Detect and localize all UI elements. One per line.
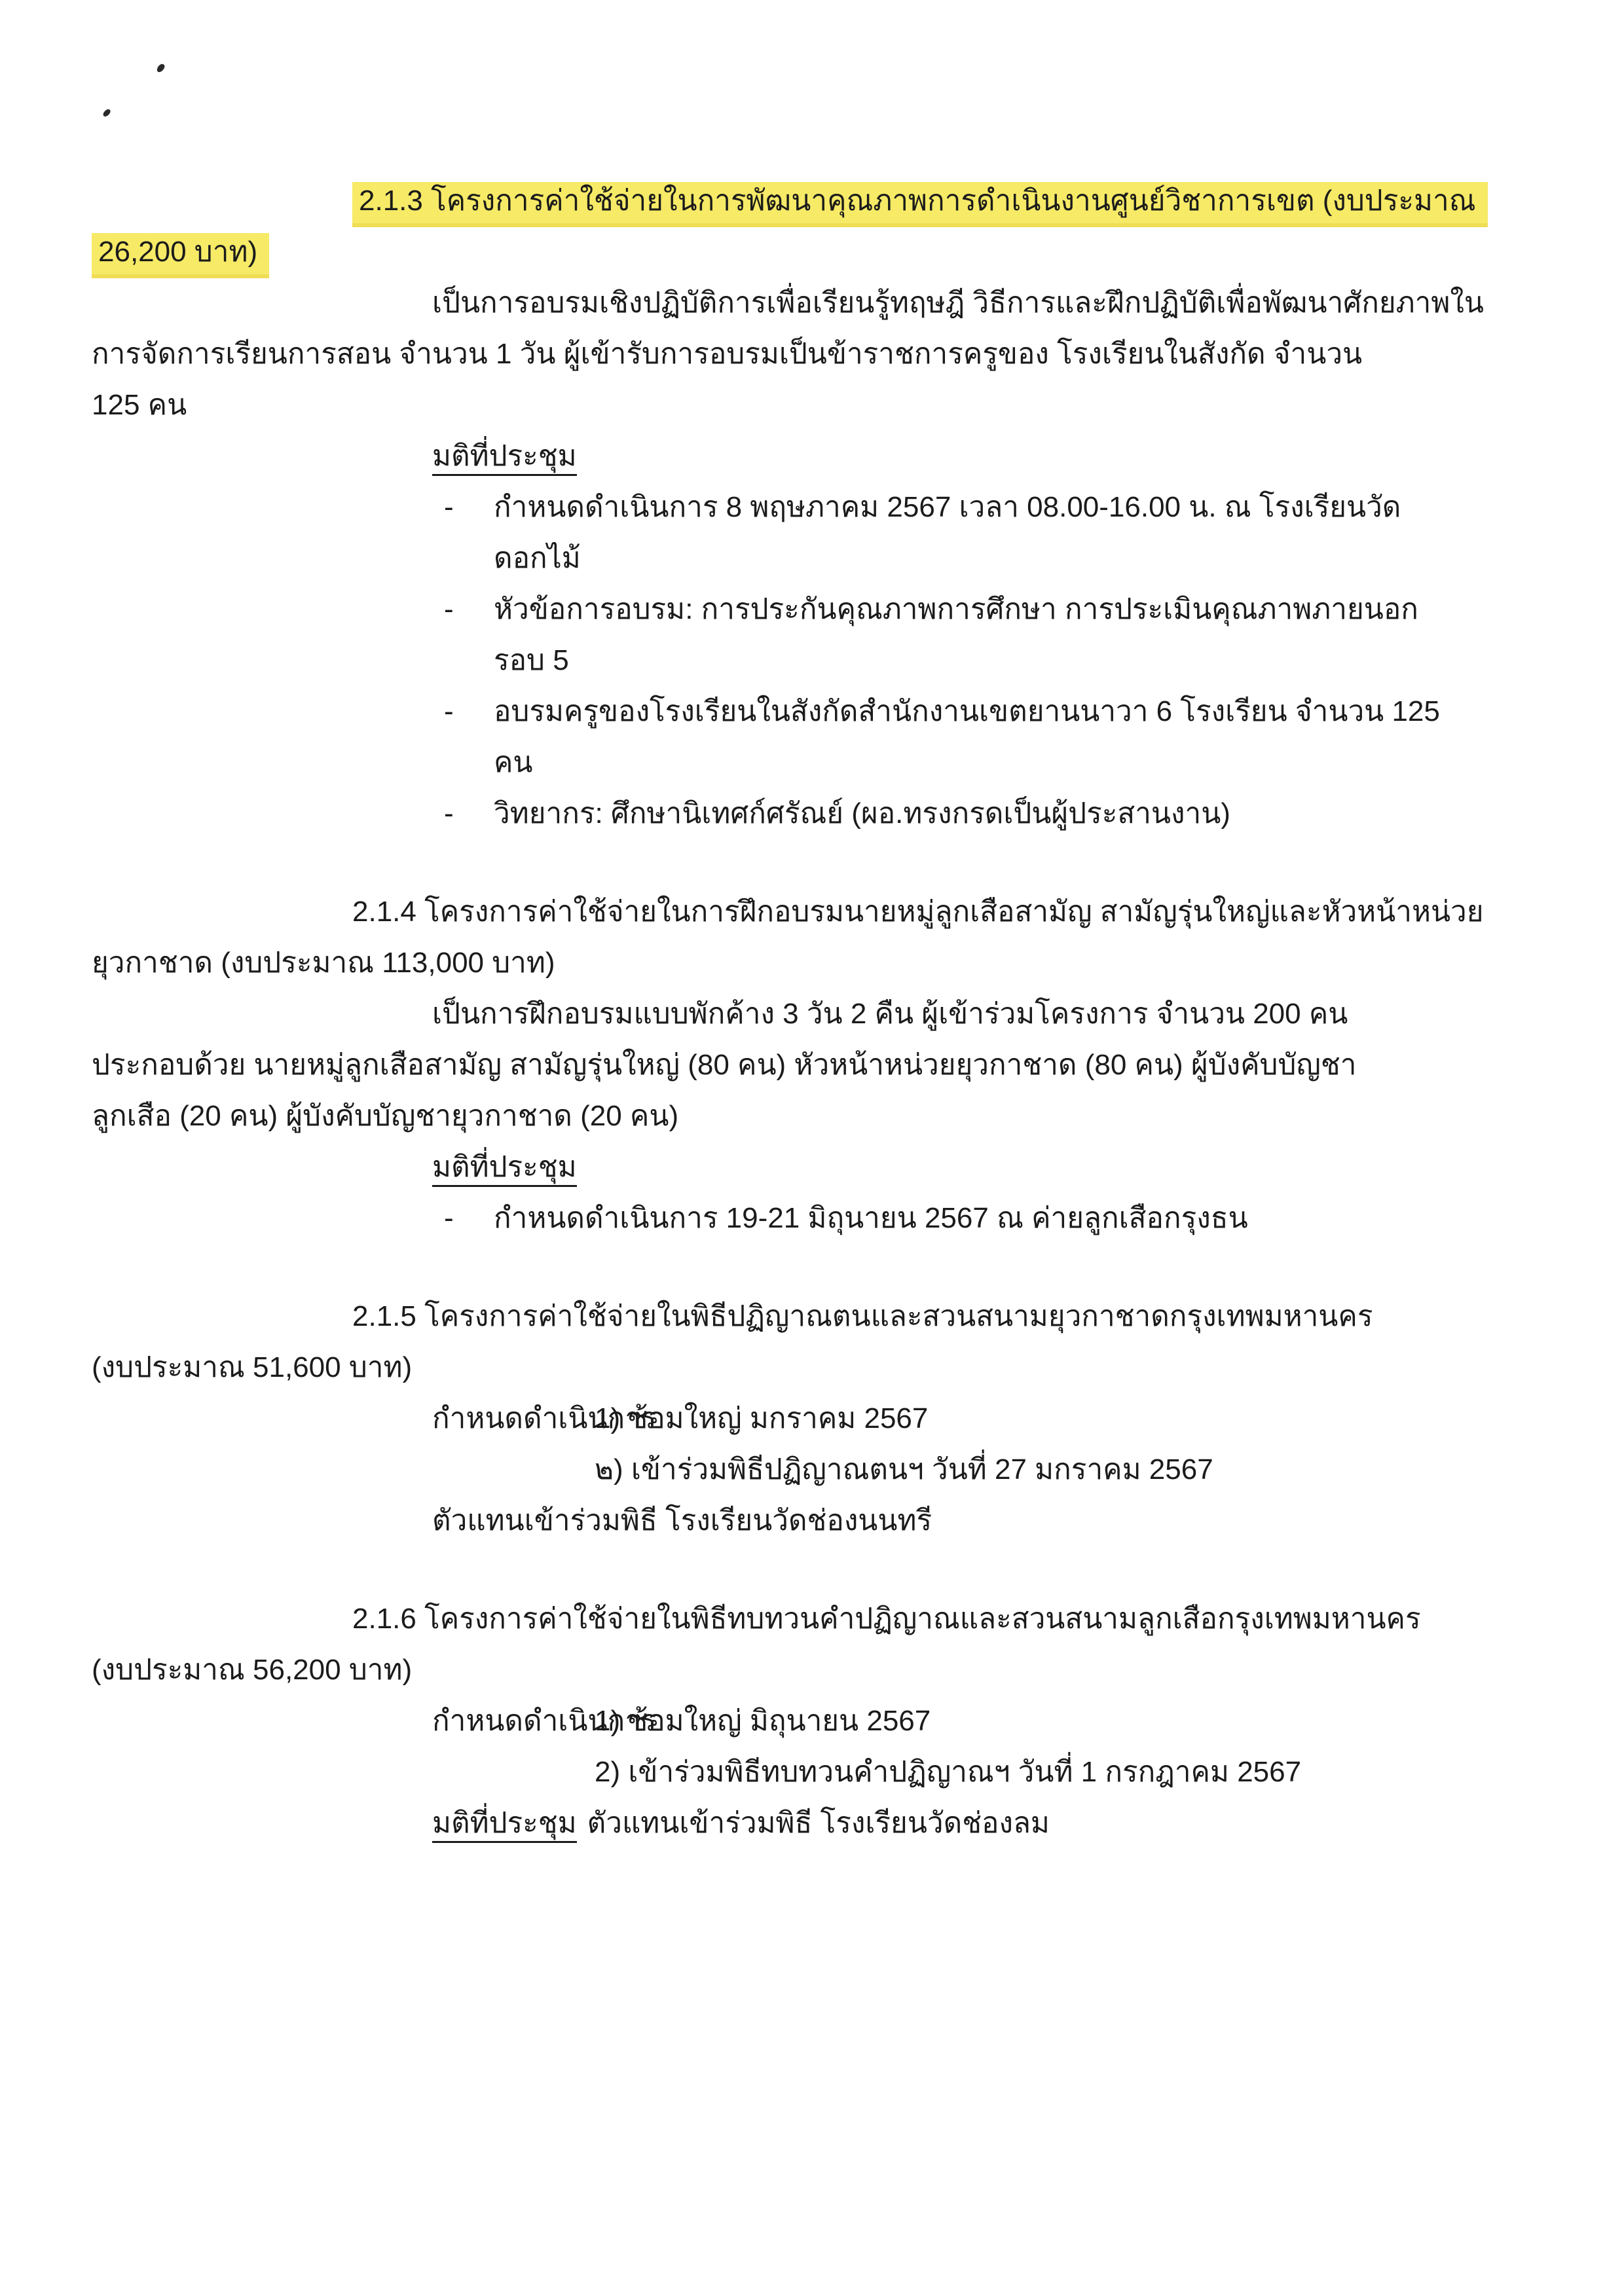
section-214-body-line: ลูกเสือ (20 คน) ผู้บังคับบัญชายุวกาชาด (20 คน) <box>92 1100 679 1132</box>
bullet-text: กำหนดดำเนินการ 8 พฤษภาคม 2567 เวลา 08.00-16.00 น. ณ โรงเรียนวัด <box>494 491 1401 523</box>
section-gap <box>92 1546 1532 1594</box>
bullet-continuation: คน <box>494 746 533 778</box>
bullet-dash: - <box>444 695 454 727</box>
scan-speck <box>156 63 166 74</box>
bullet-continuation: รอบ 5 <box>494 644 569 676</box>
section-214-resolution-heading <box>92 1142 1532 1193</box>
section-213-resolution-heading <box>92 431 1532 482</box>
bullet-dash: - <box>444 797 454 829</box>
bullet-item <box>92 1193 1532 1244</box>
underlined-text: มติที่ประชุม <box>432 1151 577 1187</box>
section-216-resolution <box>92 1798 1532 1849</box>
section-216-heading-line-2: (งบประมาณ 56,200 บาท) <box>92 1654 413 1686</box>
bullet-text: อบรมครูของโรงเรียนในสังกัดสำนักงานเขตยานนาวา 6 โรงเรียน จำนวน 125 <box>494 695 1440 727</box>
bullet-item <box>92 788 1532 839</box>
underlined-text: มติที่ประชุม <box>432 1807 577 1843</box>
section-216-heading-line-1: 2.1.6 โครงการค่าใช้จ่ายในพิธีทบทวนคำปฏิญาณและสวนสนามลูกเสือกรุงเทพมหานคร <box>352 1603 1421 1635</box>
section-gap <box>92 839 1532 886</box>
section-213-body-line: เป็นการอบรมเชิงปฏิบัติการเพื่อเรียนรู้ทฤษฎี วิธีการและฝึกปฏิบัติเพื่อพัฒนาศักยภาพใน <box>432 287 1484 319</box>
bullet-continuation: ดอกไม้ <box>494 542 581 574</box>
bullet-text: วิทยากร: ศึกษานิเทศก์ศรัณย์ (ผอ.ทรงกรดเป็นผู้ประสานงาน) <box>494 797 1230 829</box>
section-214-heading-line-2: ยุวกาชาด (งบประมาณ 113,000 บาท) <box>92 947 555 979</box>
section-gap <box>92 1244 1532 1291</box>
scan-speck <box>102 108 111 118</box>
resolution-text: ตัวแทนเข้าร่วมพิธี โรงเรียนวัดช่องลม <box>587 1807 1050 1839</box>
section-215-heading-line-2: (งบประมาณ 51,600 บาท) <box>92 1351 413 1383</box>
schedule-item: ๒) เข้าร่วมพิธีปฏิญาณตนฯ วันที่ 27 มกราคม 2567 <box>595 1453 1213 1485</box>
schedule-item: 2) เข้าร่วมพิธีทบทวนคำปฏิญาณฯ วันที่ 1 กรกฎาคม 2567 <box>595 1756 1302 1788</box>
bullet-item <box>92 482 1532 533</box>
bullet-item <box>92 686 1532 737</box>
schedule-item: 1) ซ้อมใหญ่ มิถุนายน 2567 <box>595 1705 931 1737</box>
bullet-dash: - <box>444 1202 454 1234</box>
section-215-heading-line-1: 2.1.5 โครงการค่าใช้จ่ายในพิธีปฏิญาณตนและสวนสนามยุวกาชาดกรุงเทพมหานคร <box>352 1300 1373 1332</box>
section-213-heading-line-1 <box>92 175 1532 227</box>
schedule-label: กำหนดดำเนินการ <box>432 1402 657 1434</box>
section-214-body-line: ประกอบด้วย นายหมู่ลูกเสือสามัญ สามัญรุ่นใหญ่ (80 คน) หัวหน้าหน่วยยุวกาชาด (80 คน) ผู้บังคับบัญชา <box>92 1049 1357 1081</box>
bullet-text: หัวข้อการอบรม: การประกันคุณภาพการศึกษา การประเมินคุณภาพภายนอก <box>494 593 1418 625</box>
bullet-dash: - <box>444 593 454 625</box>
section-213-heading-line-2 <box>92 227 1532 278</box>
highlighted-text: 26,200 บาท) <box>92 233 269 274</box>
section-213-body-line: 125 คน <box>92 389 187 421</box>
section-213-body-line: การจัดการเรียนการสอน จำนวน 1 วัน ผู้เข้ารับการอบรมเป็นข้าราชการครูของ โรงเรียนในสังกัด จำนวน <box>92 338 1363 370</box>
schedule-item: 1) ซ้อมใหญ่ มกราคม 2567 <box>595 1402 929 1434</box>
schedule-row <box>92 1393 1532 1444</box>
section-215-footer: ตัวแทนเข้าร่วมพิธี โรงเรียนวัดช่องนนทรี <box>432 1504 932 1537</box>
highlighted-text: 2.1.3 โครงการค่าใช้จ่ายในการพัฒนาคุณภาพการดำเนินงานศูนย์วิชาการเขต (งบประมาณ <box>352 182 1488 223</box>
section-214-body-line: เป็นการฝึกอบรมแบบพักค้าง 3 วัน 2 คืน ผู้เข้าร่วมโครงการ จำนวน 200 คน <box>432 998 1348 1030</box>
bullet-item <box>92 584 1532 635</box>
underlined-text: มติที่ประชุม <box>432 440 577 476</box>
bullet-text: กำหนดดำเนินการ 19-21 มิถุนายน 2567 ณ ค่ายลูกเสือกรุงธน <box>494 1202 1248 1234</box>
schedule-label: กำหนดดำเนินการ <box>432 1705 657 1737</box>
bullet-dash: - <box>444 491 454 523</box>
schedule-row <box>92 1696 1532 1747</box>
section-214-heading-line-1: 2.1.4 โครงการค่าใช้จ่ายในการฝึกอบรมนายหมู่ลูกเสือสามัญ สามัญรุ่นใหญ่และหัวหน้าหน่วย <box>352 896 1484 928</box>
